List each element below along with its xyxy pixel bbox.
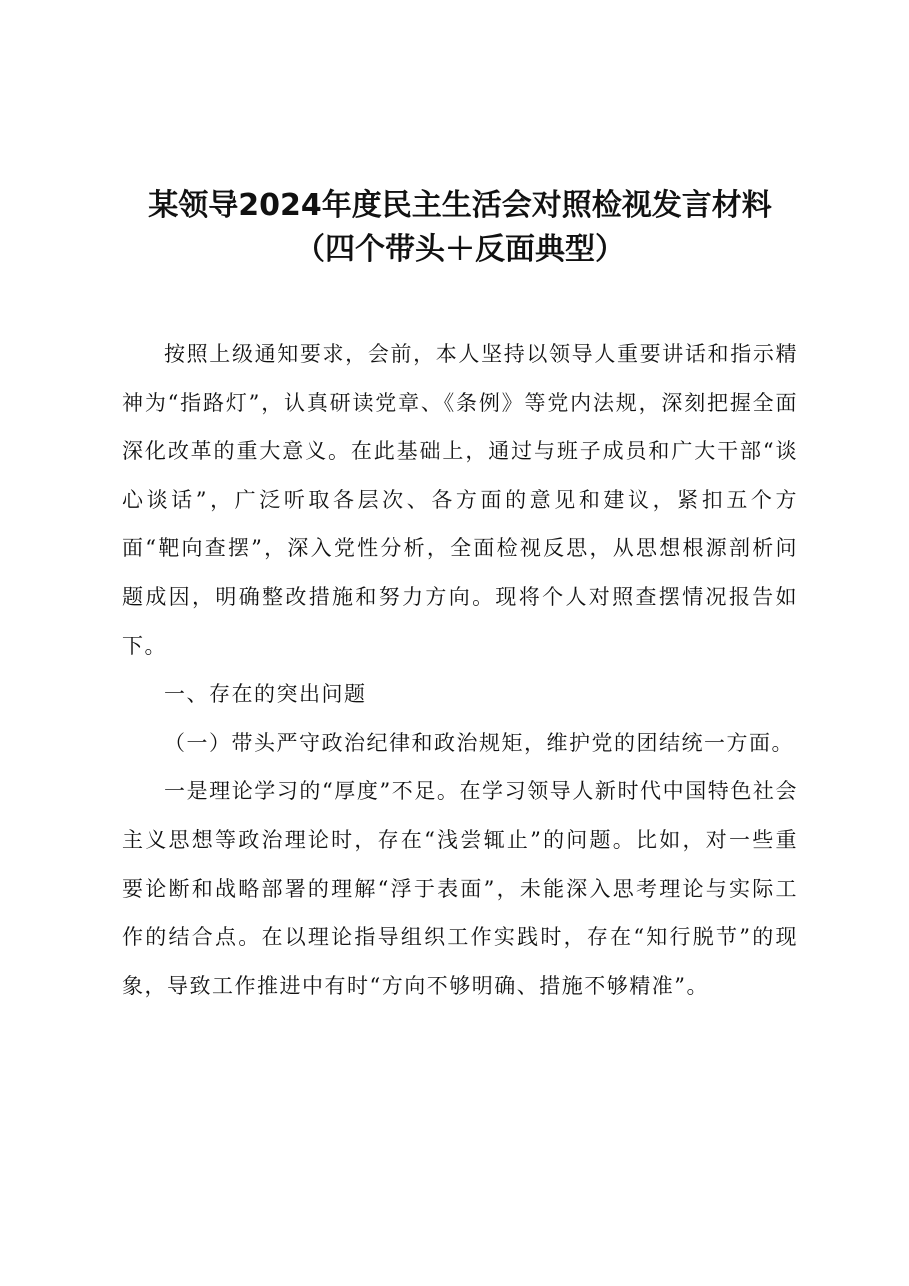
document-page <box>122 186 798 1010</box>
point-one-paragraph: 一是理论学习的“厚度”不足。在学习领导人新时代中国特色社会主义思想等政治理论时，存在“浅尝辄止”的问题。比如，对一些重要论断和战略部署的理解“浮于表面”，未能深入思考理论与实际工作的结合点。在以理论指导组织工作实践时，存在“知行脱节”的现象，导致工作推进中有时“方向不够明确、措施不够精准”。 <box>122 779 798 998</box>
subsection-heading: （一）带头严守政治纪律和政治规矩，维护党的团结统一方面。 <box>164 730 794 755</box>
intro-paragraph: 按照上级通知要求，会前，本人坚持以领导人重要讲话和指示精神为“指路灯”，认真研读党章、《条例》等党内法规，深刻把握全面深化改革的重大意义。在此基础上，通过与班子成员和广大干部“谈心谈话”，广泛听取各层次、各方面的意见和建议，紧扣五个方面“靶向查摆”，深入党性分析，全面检视反思，从思想根源剖析问题成因，明确整改措施和努力方向。现将个人对照查摆情况报告如下。 <box>122 342 798 658</box>
section-heading: 一、存在的突出问题 <box>164 682 367 707</box>
document-body <box>122 330 798 1010</box>
document-subtitle: （四个带头＋反面典型） <box>295 232 625 267</box>
document-title: 某领导2024年度民主生活会对照检视发言材料 <box>148 188 772 223</box>
